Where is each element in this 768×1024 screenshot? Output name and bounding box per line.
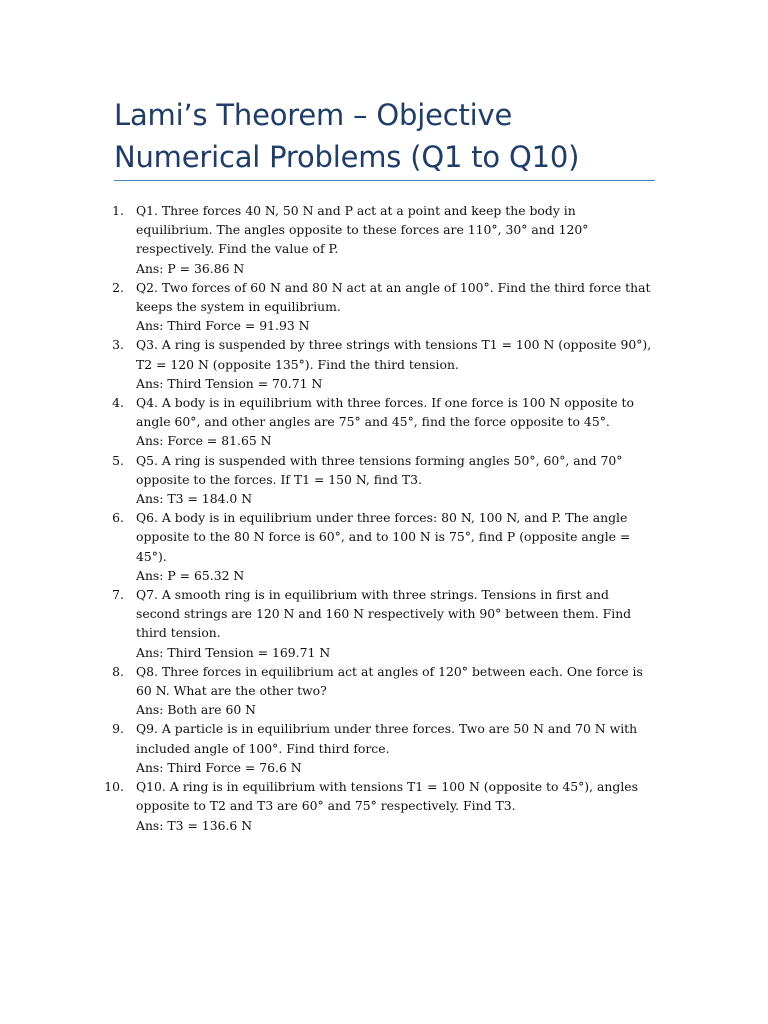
question-body <box>136 777 656 835</box>
question-text: Q10. A ring is in equilibrium with tensions T1 = 100 N (opposite to 45°), angles opposite to T2 and T3 are 60° and 75° respectively. Find T3. <box>136 779 638 814</box>
question-number: 9. <box>112 721 124 737</box>
question-text: Q2. Two forces of 60 N and 80 N act at an angle of 100°. Find the third force that keeps the system in equilibrium. <box>136 279 651 315</box>
question-body <box>136 278 656 336</box>
question-text: Q3. A ring is suspended by three strings with tensions T1 = 100 N (opposite 90°), T2 = 120 N (opposite 135°). Find the third tension. <box>136 337 652 372</box>
question-number: 7. <box>112 587 124 603</box>
question-answer: Ans: Both are 60 N <box>136 702 256 718</box>
question-number: 10. <box>104 779 124 795</box>
question-body <box>136 719 656 777</box>
question-answer: Ans: Force = 81.65 N <box>136 433 272 449</box>
question-answer: Ans: Third Tension = 70.71 N <box>136 375 323 391</box>
question-answer: Ans: T3 = 136.6 N <box>136 817 253 833</box>
question-number: 5. <box>112 452 124 468</box>
question-answer: Ans: T3 = 184.0 N <box>136 491 253 507</box>
question-body <box>136 451 656 509</box>
question-number: 6. <box>112 510 124 526</box>
question-answer: Ans: Third Force = 76.6 N <box>136 759 302 775</box>
question-answer: Ans: P = 65.32 N <box>136 567 245 583</box>
question-body <box>136 662 656 720</box>
question-item <box>0 278 768 336</box>
question-text: Q1. Three forces 40 N, 50 N and P act at a point and keep the body in equilibrium. The angles opposite to these forces are 110°, 30° and 120° respectively. Find the value of P. <box>136 203 589 257</box>
question-answer: Ans: P = 36.86 N <box>136 260 245 276</box>
question-body <box>136 585 656 662</box>
question-number: 4. <box>112 395 124 411</box>
question-answer: Ans: Third Force = 91.93 N <box>136 318 310 334</box>
title-underline <box>114 180 655 181</box>
question-body <box>136 335 656 393</box>
question-number: 2. <box>112 279 124 295</box>
page-title: Lami’s Theorem – Objective Numerical Problems (Q1 to Q10) <box>114 98 580 174</box>
question-text: Q4. A body is in equilibrium with three forces. If one force is 100 N opposite to angle 60°, and other angles are 75° and 45°, find the force opposite to 45°. <box>136 395 634 430</box>
question-item <box>0 662 768 720</box>
question-answer: Ans: Third Tension = 169.71 N <box>136 644 331 660</box>
question-number: 3. <box>112 337 124 353</box>
question-item <box>0 508 768 585</box>
question-item <box>0 451 768 509</box>
question-item <box>0 393 768 451</box>
question-text: Q7. A smooth ring is in equilibrium with three strings. Tensions in first and second strings are 120 N and 160 N respectively with 90° between them. Find third tension. <box>136 587 632 641</box>
question-item <box>0 201 768 278</box>
question-text: Q9. A particle is in equilibrium under three forces. Two are 50 N and 70 N with included angle of 100°. Find third force. <box>136 721 638 756</box>
question-text: Q8. Three forces in equilibrium act at angles of 120° between each. One force is 60 N. What are the other two? <box>136 663 643 699</box>
question-item <box>0 585 768 662</box>
question-body <box>136 393 656 451</box>
question-number: 8. <box>112 663 124 679</box>
question-text: Q5. A ring is suspended with three tensions forming angles 50°, 60°, and 70° opposite to the forces. If T1 = 150 N, find T3. <box>136 452 623 487</box>
question-item <box>0 335 768 393</box>
question-text: Q6. A body is in equilibrium under three forces: 80 N, 100 N, and P. The angle opposite to the 80 N force is 60°, and to 100 N is 75°, find P (opposite angle = 45°). <box>136 510 631 564</box>
question-item <box>0 719 768 777</box>
question-body <box>136 201 656 278</box>
question-number: 1. <box>112 203 124 218</box>
question-body <box>136 508 656 585</box>
question-item <box>0 777 768 835</box>
question-list <box>0 201 768 835</box>
